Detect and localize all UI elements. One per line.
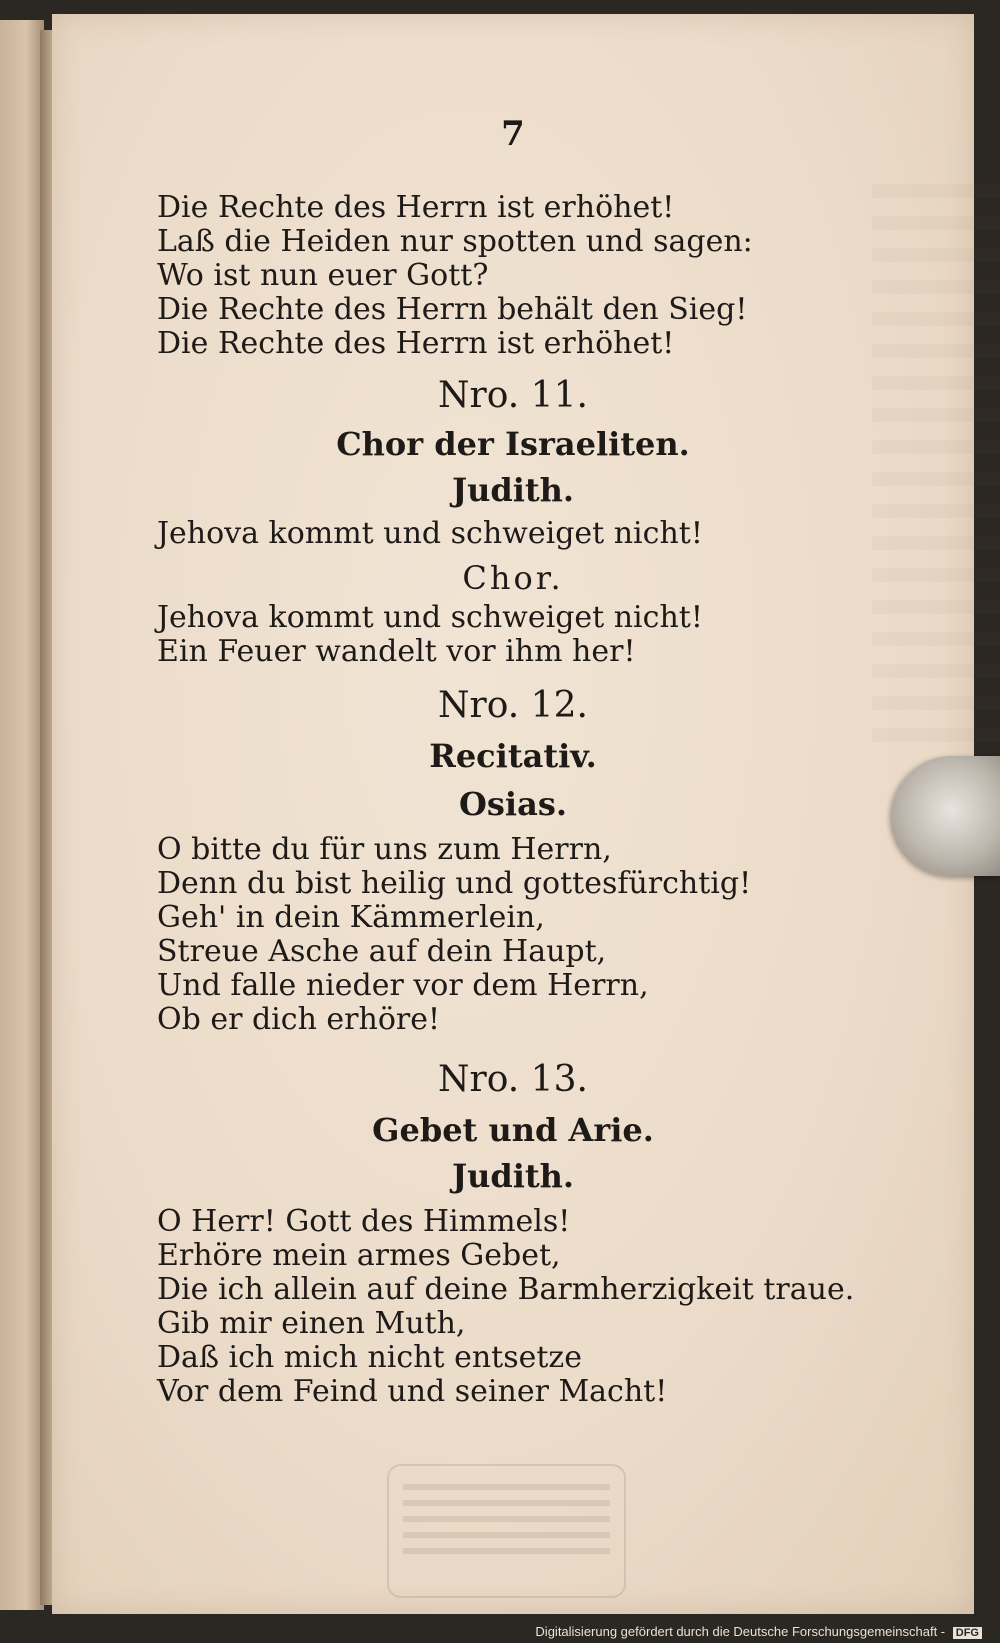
dfg-logo: DFG bbox=[953, 1627, 982, 1639]
book-page bbox=[52, 14, 974, 1614]
verse-line: Ob er dich erhöre! bbox=[157, 1002, 441, 1037]
page-clip bbox=[892, 756, 1000, 876]
verse-line: Streue Asche auf dein Haupt, bbox=[157, 934, 607, 969]
speaker-name: Osias. bbox=[459, 785, 567, 823]
section-title: Gebet und Arie. bbox=[372, 1111, 654, 1149]
verse-line: Die Rechte des Herrn behält den Sieg! bbox=[157, 292, 748, 327]
digitization-credit bbox=[535, 1624, 982, 1639]
section-title: Recitativ. bbox=[429, 737, 597, 775]
verse-line: O bitte du für uns zum Herrn, bbox=[157, 832, 612, 867]
verse-line: Wo ist nun euer Gott? bbox=[157, 258, 489, 293]
verse-line: Die Rechte des Herrn ist erhöhet! bbox=[157, 326, 675, 361]
verse-line: Jehova kommt und schweiget nicht! bbox=[157, 600, 703, 635]
verse-line: Ein Feuer wandelt vor ihm her! bbox=[157, 634, 636, 669]
page-text bbox=[52, 14, 974, 1614]
verse-line: Denn du bist heilig und gottesfürchtig! bbox=[157, 866, 752, 901]
verse-line: Vor dem Feind und seiner Macht! bbox=[157, 1374, 668, 1409]
verse-line: Jehova kommt und schweiget nicht! bbox=[157, 516, 703, 551]
verse-line: Laß die Heiden nur spotten und sagen: bbox=[157, 224, 753, 259]
speaker-name: Chor. bbox=[462, 559, 564, 597]
verse-line: Geh' in dein Kämmerlein, bbox=[157, 900, 545, 935]
facing-page-edge bbox=[0, 20, 44, 1610]
verse-line: Erhöre mein armes Gebet, bbox=[157, 1238, 561, 1273]
verse-line: Die ich allein auf deine Barmherzigkeit traue. bbox=[157, 1272, 855, 1307]
verse-line: Und falle nieder vor dem Herrn, bbox=[157, 968, 649, 1003]
section-number: Nro. 12. bbox=[438, 685, 588, 726]
speaker-name: Judith. bbox=[451, 471, 575, 509]
credit-text: Digitalisierung gefördert durch die Deutsche Forschungsgemeinschaft - bbox=[535, 1624, 946, 1639]
section-number: Nro. 11. bbox=[438, 375, 588, 416]
section-number: Nro. 13. bbox=[438, 1059, 588, 1100]
verse-line: Daß ich mich nicht entsetze bbox=[157, 1340, 582, 1375]
speaker-name: Judith. bbox=[451, 1157, 575, 1195]
section-title: Chor der Israeliten. bbox=[336, 425, 690, 463]
verse-line: O Herr! Gott des Himmels! bbox=[157, 1204, 571, 1239]
verse-line: Gib mir einen Muth, bbox=[157, 1306, 466, 1341]
page-number: 7 bbox=[501, 114, 525, 154]
verse-line: Die Rechte des Herrn ist erhöhet! bbox=[157, 190, 675, 225]
